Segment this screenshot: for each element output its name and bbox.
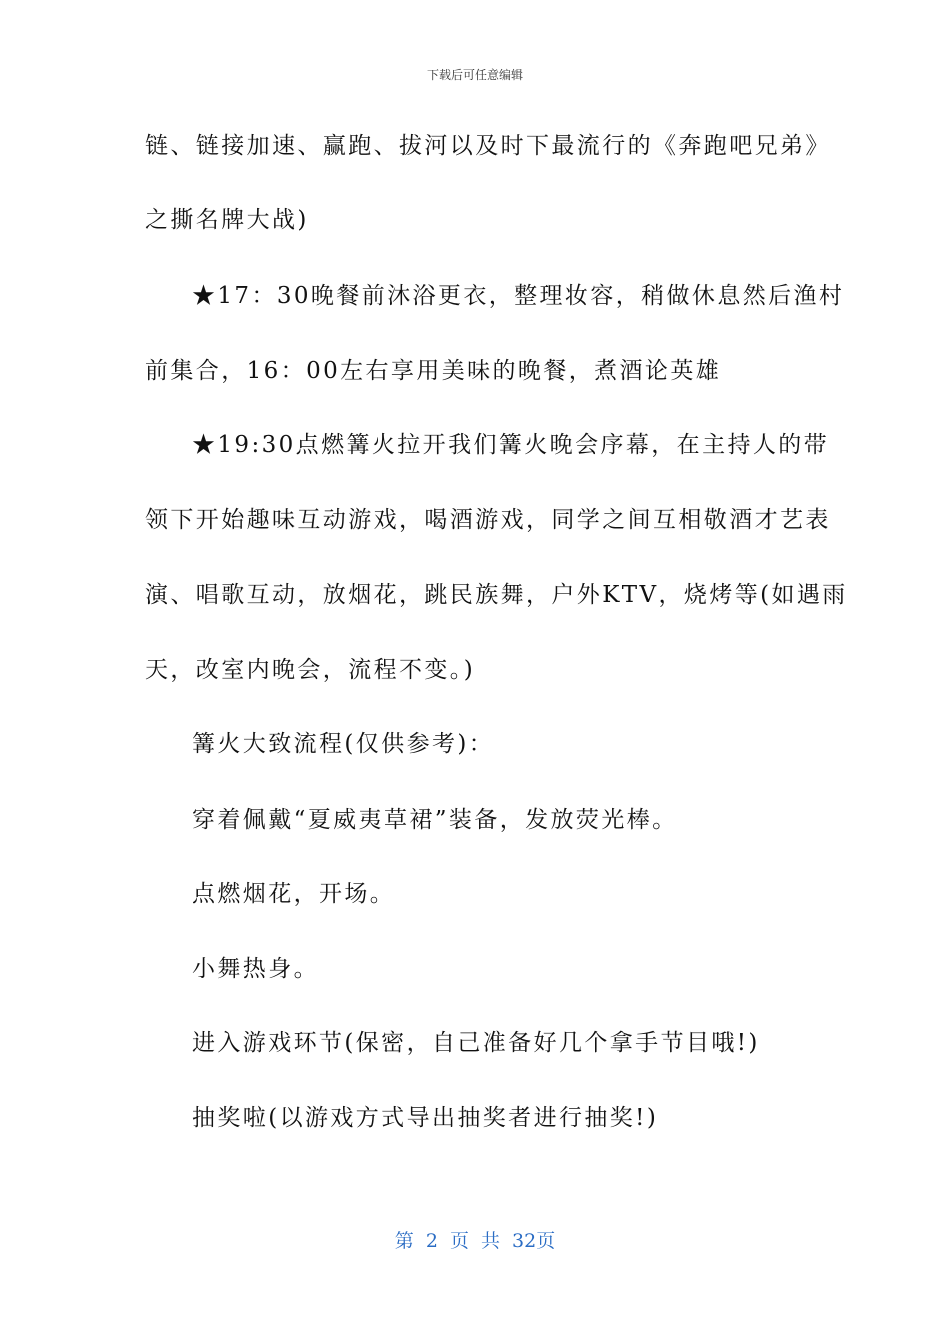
text-line: 抽奖啦(以游戏方式导出抽奖者进行抽奖!) xyxy=(192,1105,659,1131)
text-line: 链、链接加速、赢跑、拔河以及时下最流行的《奔跑吧兄弟》 xyxy=(145,133,831,159)
text-line: 领下开始趣味互动游戏，喝酒游戏，同学之间互相敬酒才艺表 xyxy=(145,507,831,533)
text-line: ★17：30晚餐前沐浴更衣，整理妆容，稍做休息然后渔村 xyxy=(192,283,845,309)
text-line: 前集合，16：00左右享用美味的晚餐，煮酒论英雄 xyxy=(145,358,722,384)
header-note: 下载后可任意编辑 xyxy=(426,68,523,82)
text-line: 之撕名牌大战) xyxy=(145,207,309,233)
page-number-footer: 第 2 页 共 32页 xyxy=(394,1230,556,1252)
text-line: 天，改室内晚会，流程不变。) xyxy=(145,657,476,683)
text-line: 穿着佩戴“夏威夷草裙”装备，发放荧光棒。 xyxy=(192,807,678,833)
text-line: 小舞热身。 xyxy=(192,956,319,982)
text-line: ★19:30点燃篝火拉开我们篝火晚会序幕，在主持人的带 xyxy=(192,432,830,458)
text-line: 演、唱歌互动，放烟花，跳民族舞，户外KTV，烧烤等(如遇雨 xyxy=(145,582,848,608)
text-line: 点燃烟花，开场。 xyxy=(192,881,396,907)
text-line: 进入游戏环节(保密，自己准备好几个拿手节目哦!) xyxy=(192,1030,760,1056)
text-line: 篝火大致流程(仅供参考)： xyxy=(192,731,495,757)
